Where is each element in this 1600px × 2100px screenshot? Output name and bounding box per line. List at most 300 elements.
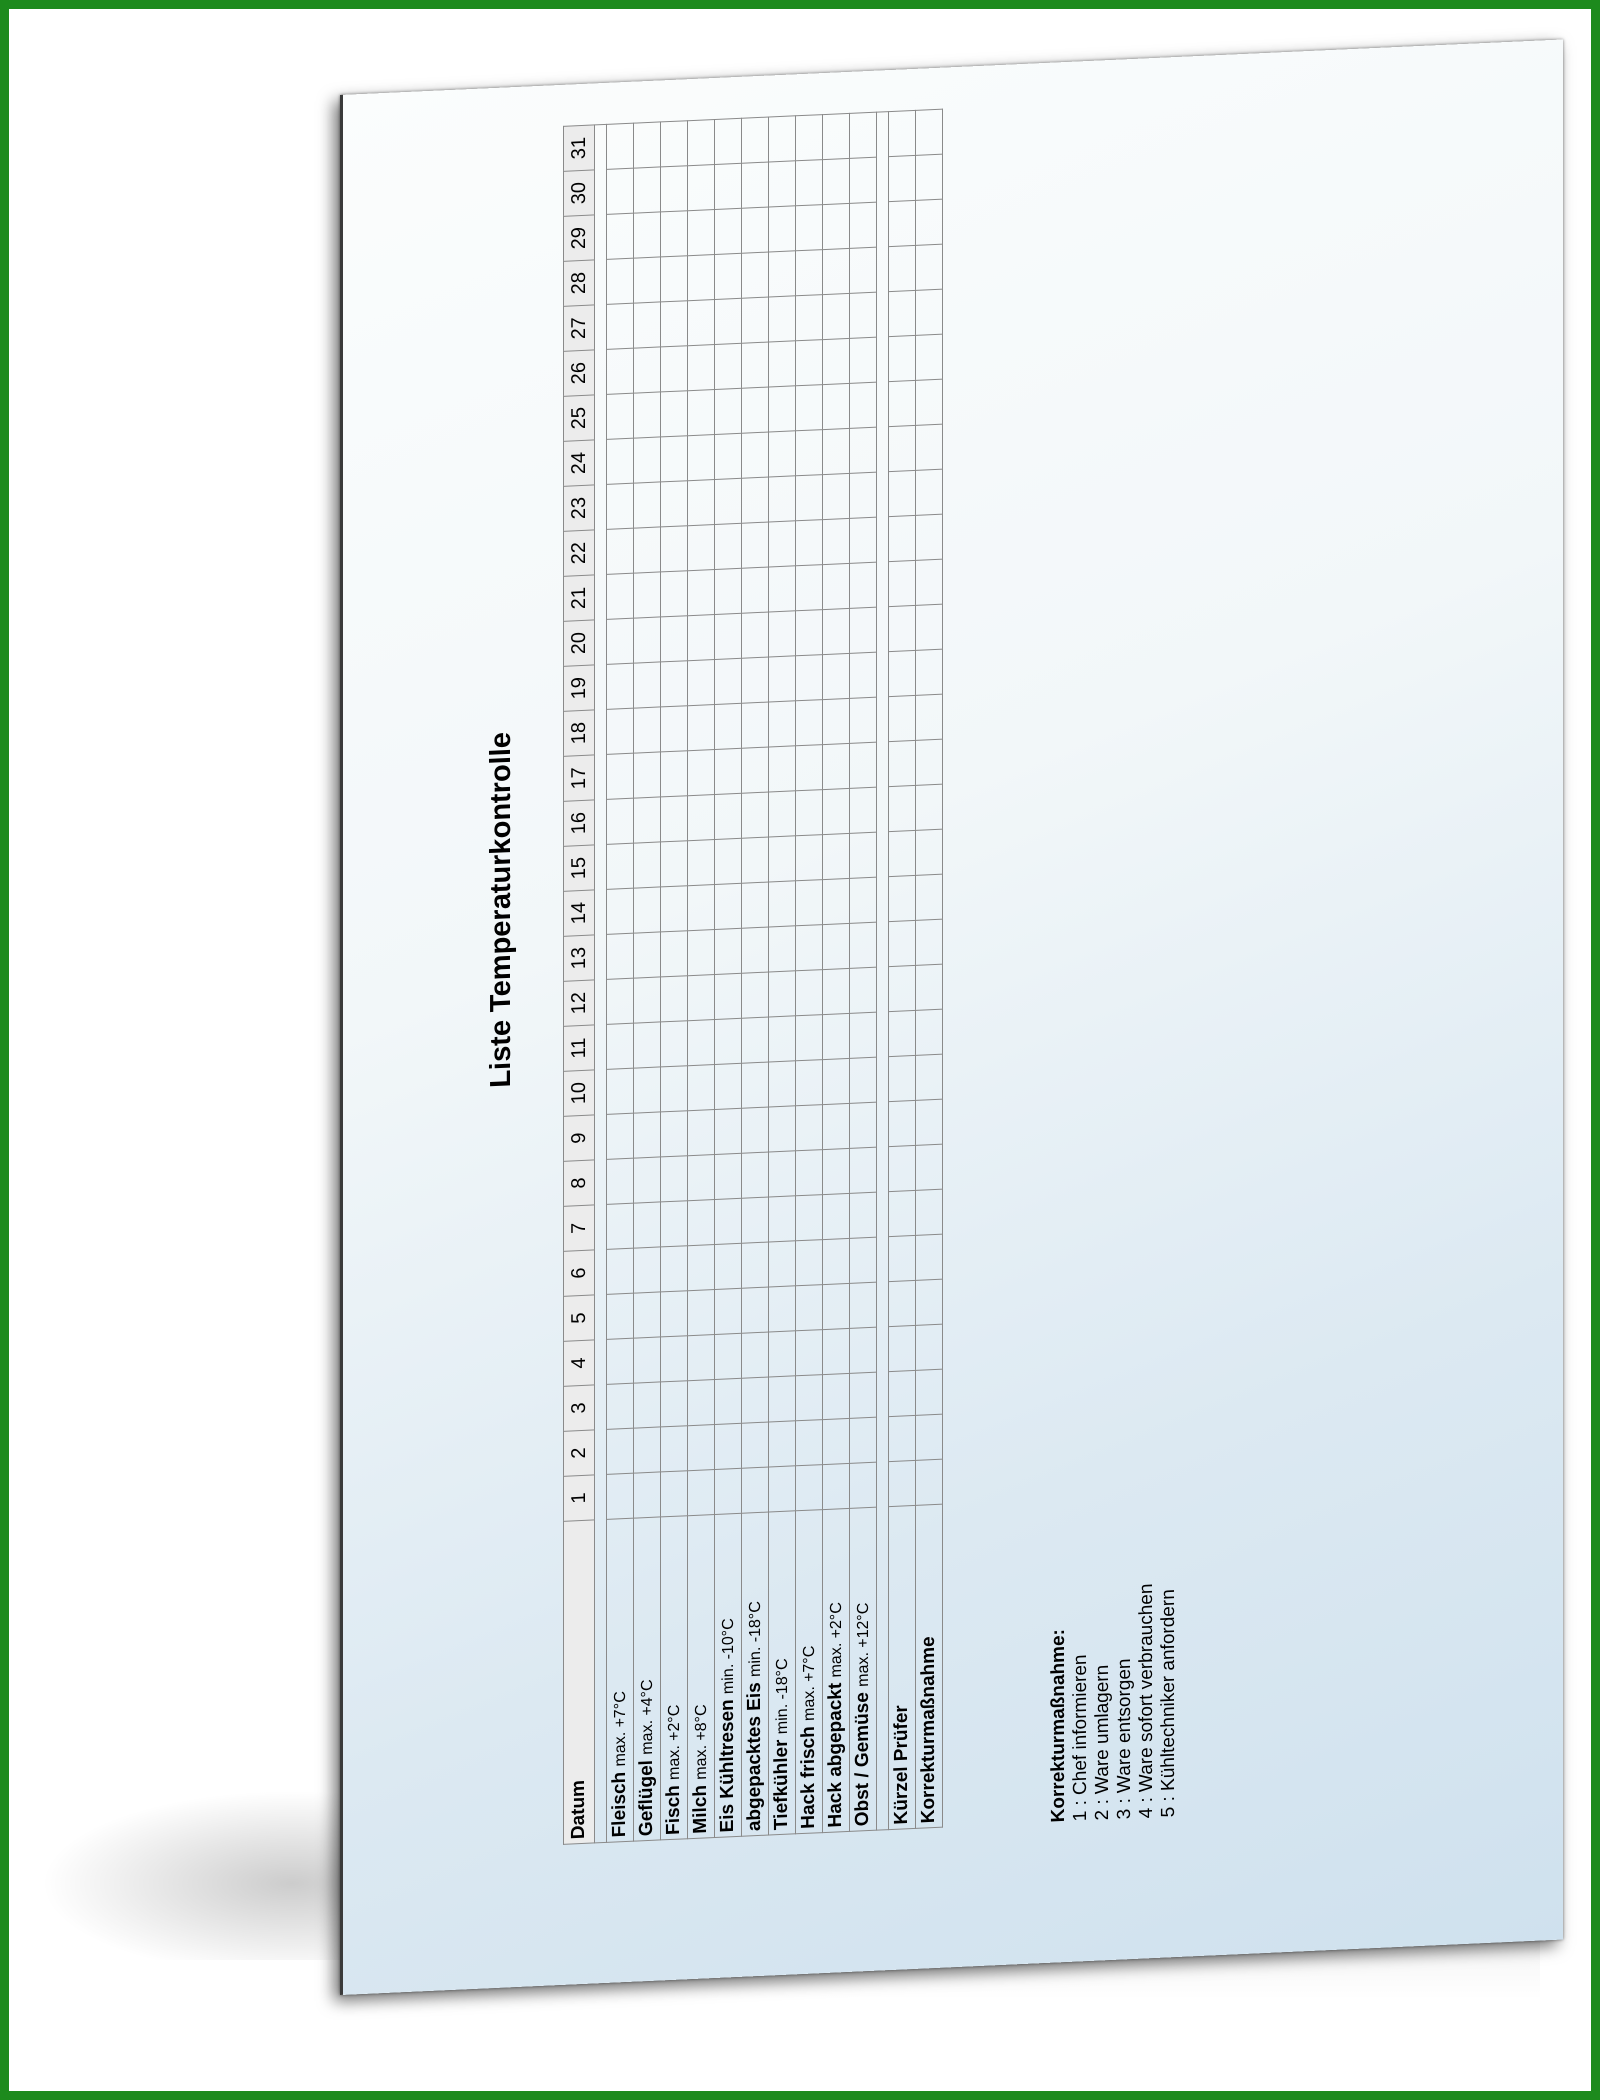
entry-cell[interactable] xyxy=(916,1369,943,1415)
entry-cell[interactable] xyxy=(715,1378,742,1424)
entry-cell[interactable] xyxy=(796,205,823,251)
entry-cell[interactable] xyxy=(607,528,634,574)
entry-cell[interactable] xyxy=(796,1285,823,1331)
entry-cell[interactable] xyxy=(607,1203,634,1249)
entry-cell[interactable] xyxy=(661,1201,688,1247)
entry-cell[interactable] xyxy=(688,704,715,750)
entry-cell[interactable] xyxy=(850,157,877,203)
entry-cell[interactable] xyxy=(661,931,688,977)
entry-cell[interactable] xyxy=(688,1334,715,1380)
entry-cell[interactable] xyxy=(715,658,742,704)
entry-cell[interactable] xyxy=(634,662,661,708)
entry-cell[interactable] xyxy=(688,1109,715,1155)
entry-cell[interactable] xyxy=(889,1235,916,1281)
entry-cell[interactable] xyxy=(661,1156,688,1202)
entry-cell[interactable] xyxy=(796,340,823,386)
entry-cell[interactable] xyxy=(634,1337,661,1383)
entry-cell[interactable] xyxy=(916,1054,943,1100)
entry-cell[interactable] xyxy=(823,968,850,1014)
entry-cell[interactable] xyxy=(769,1061,796,1107)
entry-cell[interactable] xyxy=(823,383,850,429)
entry-cell[interactable] xyxy=(823,1238,850,1284)
entry-cell[interactable] xyxy=(916,829,943,875)
entry-cell[interactable] xyxy=(715,838,742,884)
entry-cell[interactable] xyxy=(823,653,850,699)
entry-cell[interactable] xyxy=(715,163,742,209)
entry-cell[interactable] xyxy=(661,1336,688,1382)
entry-cell[interactable] xyxy=(715,1153,742,1199)
entry-cell[interactable] xyxy=(823,563,850,609)
entry-cell[interactable] xyxy=(634,707,661,753)
entry-cell[interactable] xyxy=(823,1463,850,1509)
entry-cell[interactable] xyxy=(850,697,877,743)
entry-cell[interactable] xyxy=(769,926,796,972)
entry-cell[interactable] xyxy=(715,1198,742,1244)
entry-cell[interactable] xyxy=(916,1099,943,1145)
entry-cell[interactable] xyxy=(796,1195,823,1241)
entry-cell[interactable] xyxy=(796,925,823,971)
entry-cell[interactable] xyxy=(850,1327,877,1373)
entry-cell[interactable] xyxy=(715,973,742,1019)
entry-cell[interactable] xyxy=(688,794,715,840)
entry-cell[interactable] xyxy=(634,437,661,483)
entry-cell[interactable] xyxy=(850,967,877,1013)
entry-cell[interactable] xyxy=(661,481,688,527)
entry-cell[interactable] xyxy=(634,932,661,978)
entry-cell[interactable] xyxy=(769,1286,796,1332)
entry-cell[interactable] xyxy=(634,302,661,348)
entry-cell[interactable] xyxy=(850,652,877,698)
entry-cell[interactable] xyxy=(889,1055,916,1101)
entry-cell[interactable] xyxy=(607,978,634,1024)
entry-cell[interactable] xyxy=(850,832,877,878)
entry-cell[interactable] xyxy=(607,1248,634,1294)
entry-cell[interactable] xyxy=(823,833,850,879)
entry-cell[interactable] xyxy=(850,427,877,473)
entry-cell[interactable] xyxy=(916,154,943,200)
entry-cell[interactable] xyxy=(769,251,796,297)
entry-cell[interactable] xyxy=(715,613,742,659)
entry-cell[interactable] xyxy=(889,785,916,831)
entry-cell[interactable] xyxy=(742,1017,769,1063)
entry-cell[interactable] xyxy=(661,1471,688,1517)
entry-cell[interactable] xyxy=(688,614,715,660)
entry-cell[interactable] xyxy=(661,391,688,437)
entry-cell[interactable] xyxy=(769,656,796,702)
entry-cell[interactable] xyxy=(916,424,943,470)
entry-cell[interactable] xyxy=(823,1283,850,1329)
entry-cell[interactable] xyxy=(850,922,877,968)
entry-cell[interactable] xyxy=(607,798,634,844)
entry-cell[interactable] xyxy=(796,745,823,791)
entry-cell[interactable] xyxy=(796,1150,823,1196)
entry-cell[interactable] xyxy=(850,1057,877,1103)
entry-cell[interactable] xyxy=(769,1421,796,1467)
entry-cell[interactable] xyxy=(634,212,661,258)
entry-cell[interactable] xyxy=(742,1377,769,1423)
entry-cell[interactable] xyxy=(796,1330,823,1376)
entry-cell[interactable] xyxy=(916,514,943,560)
entry-cell[interactable] xyxy=(916,874,943,920)
entry-cell[interactable] xyxy=(715,478,742,524)
entry-cell[interactable] xyxy=(715,1108,742,1154)
entry-cell[interactable] xyxy=(742,747,769,793)
entry-cell[interactable] xyxy=(688,479,715,525)
entry-cell[interactable] xyxy=(634,122,661,168)
entry-cell[interactable] xyxy=(742,1242,769,1288)
entry-cell[interactable] xyxy=(769,206,796,252)
entry-cell[interactable] xyxy=(607,1293,634,1339)
entry-cell[interactable] xyxy=(661,1021,688,1067)
entry-cell[interactable] xyxy=(607,213,634,259)
entry-cell[interactable] xyxy=(607,573,634,619)
entry-cell[interactable] xyxy=(769,1376,796,1422)
entry-cell[interactable] xyxy=(916,694,943,740)
entry-cell[interactable] xyxy=(769,1331,796,1377)
entry-cell[interactable] xyxy=(607,1473,634,1519)
entry-cell[interactable] xyxy=(889,1370,916,1416)
entry-cell[interactable] xyxy=(916,469,943,515)
entry-cell[interactable] xyxy=(688,974,715,1020)
entry-cell[interactable] xyxy=(796,115,823,161)
entry-cell[interactable] xyxy=(742,477,769,523)
entry-cell[interactable] xyxy=(634,977,661,1023)
entry-cell[interactable] xyxy=(607,1158,634,1204)
entry-cell[interactable] xyxy=(796,1240,823,1286)
entry-cell[interactable] xyxy=(688,1154,715,1200)
entry-cell[interactable] xyxy=(889,1100,916,1146)
entry-cell[interactable] xyxy=(661,1426,688,1472)
entry-cell[interactable] xyxy=(661,706,688,752)
entry-cell[interactable] xyxy=(607,933,634,979)
entry-cell[interactable] xyxy=(742,117,769,163)
entry-cell[interactable] xyxy=(661,886,688,932)
entry-cell[interactable] xyxy=(688,749,715,795)
entry-cell[interactable] xyxy=(823,203,850,249)
entry-cell[interactable] xyxy=(715,298,742,344)
entry-cell[interactable] xyxy=(889,200,916,246)
entry-cell[interactable] xyxy=(823,1148,850,1194)
entry-cell[interactable] xyxy=(850,1102,877,1148)
entry-cell[interactable] xyxy=(823,158,850,204)
entry-cell[interactable] xyxy=(634,1247,661,1293)
entry-cell[interactable] xyxy=(634,1067,661,1113)
entry-cell[interactable] xyxy=(607,663,634,709)
entry-cell[interactable] xyxy=(688,524,715,570)
entry-cell[interactable] xyxy=(661,1111,688,1157)
entry-cell[interactable] xyxy=(916,1234,943,1280)
entry-cell[interactable] xyxy=(823,518,850,564)
entry-cell[interactable] xyxy=(715,208,742,254)
entry-cell[interactable] xyxy=(916,964,943,1010)
entry-cell[interactable] xyxy=(850,112,877,158)
entry-cell[interactable] xyxy=(769,1016,796,1062)
entry-cell[interactable] xyxy=(661,256,688,302)
entry-cell[interactable] xyxy=(796,1420,823,1466)
entry-cell[interactable] xyxy=(688,569,715,615)
entry-cell[interactable] xyxy=(715,118,742,164)
entry-cell[interactable] xyxy=(769,521,796,567)
entry-cell[interactable] xyxy=(634,347,661,393)
entry-cell[interactable] xyxy=(850,292,877,338)
entry-cell[interactable] xyxy=(850,1282,877,1328)
entry-cell[interactable] xyxy=(769,701,796,747)
entry-cell[interactable] xyxy=(607,618,634,664)
entry-cell[interactable] xyxy=(715,568,742,614)
entry-cell[interactable] xyxy=(607,1383,634,1429)
entry-cell[interactable] xyxy=(634,752,661,798)
entry-cell[interactable] xyxy=(688,344,715,390)
entry-cell[interactable] xyxy=(769,881,796,927)
entry-cell[interactable] xyxy=(688,299,715,345)
entry-cell[interactable] xyxy=(688,209,715,255)
entry-cell[interactable] xyxy=(796,475,823,521)
entry-cell[interactable] xyxy=(742,432,769,478)
entry-cell[interactable] xyxy=(742,792,769,838)
entry-cell[interactable] xyxy=(607,168,634,214)
entry-cell[interactable] xyxy=(889,740,916,786)
entry-cell[interactable] xyxy=(769,1466,796,1512)
entry-cell[interactable] xyxy=(796,295,823,341)
entry-cell[interactable] xyxy=(661,976,688,1022)
entry-cell[interactable] xyxy=(634,572,661,618)
entry-cell[interactable] xyxy=(742,1062,769,1108)
entry-cell[interactable] xyxy=(796,880,823,926)
entry-cell[interactable] xyxy=(916,199,943,245)
entry-cell[interactable] xyxy=(916,1414,943,1460)
entry-cell[interactable] xyxy=(661,166,688,212)
entry-cell[interactable] xyxy=(769,566,796,612)
entry-cell[interactable] xyxy=(823,1373,850,1419)
entry-cell[interactable] xyxy=(796,835,823,881)
entry-cell[interactable] xyxy=(796,430,823,476)
entry-cell[interactable] xyxy=(769,116,796,162)
entry-cell[interactable] xyxy=(823,1103,850,1149)
entry-cell[interactable] xyxy=(796,655,823,701)
entry-cell[interactable] xyxy=(889,650,916,696)
entry-cell[interactable] xyxy=(607,1023,634,1069)
entry-cell[interactable] xyxy=(688,1064,715,1110)
entry-cell[interactable] xyxy=(850,1372,877,1418)
entry-cell[interactable] xyxy=(607,303,634,349)
entry-cell[interactable] xyxy=(715,523,742,569)
entry-cell[interactable] xyxy=(769,386,796,432)
entry-cell[interactable] xyxy=(850,382,877,428)
entry-cell[interactable] xyxy=(916,559,943,605)
entry-cell[interactable] xyxy=(607,438,634,484)
entry-cell[interactable] xyxy=(634,482,661,528)
entry-cell[interactable] xyxy=(634,617,661,663)
entry-cell[interactable] xyxy=(889,245,916,291)
entry-cell[interactable] xyxy=(607,753,634,799)
entry-cell[interactable] xyxy=(796,520,823,566)
entry-cell[interactable] xyxy=(661,526,688,572)
entry-cell[interactable] xyxy=(634,392,661,438)
entry-cell[interactable] xyxy=(823,1328,850,1374)
entry-cell[interactable] xyxy=(688,1289,715,1335)
entry-cell[interactable] xyxy=(823,1193,850,1239)
entry-cell[interactable] xyxy=(823,608,850,654)
entry-cell[interactable] xyxy=(889,560,916,606)
entry-cell[interactable] xyxy=(742,702,769,748)
entry-cell[interactable] xyxy=(715,1333,742,1379)
entry-cell[interactable] xyxy=(634,1022,661,1068)
entry-cell[interactable] xyxy=(661,121,688,167)
entry-cell[interactable] xyxy=(889,695,916,741)
entry-cell[interactable] xyxy=(823,428,850,474)
entry-cell[interactable] xyxy=(889,380,916,426)
entry-cell[interactable] xyxy=(889,875,916,921)
entry-cell[interactable] xyxy=(889,425,916,471)
entry-cell[interactable] xyxy=(742,1197,769,1243)
entry-cell[interactable] xyxy=(916,1144,943,1190)
entry-cell[interactable] xyxy=(850,202,877,248)
entry-cell[interactable] xyxy=(916,334,943,380)
entry-cell[interactable] xyxy=(688,929,715,975)
entry-cell[interactable] xyxy=(742,1467,769,1513)
entry-cell[interactable] xyxy=(916,244,943,290)
entry-cell[interactable] xyxy=(607,1113,634,1159)
entry-cell[interactable] xyxy=(796,385,823,431)
entry-cell[interactable] xyxy=(634,1202,661,1248)
entry-cell[interactable] xyxy=(823,113,850,159)
entry-cell[interactable] xyxy=(742,1422,769,1468)
entry-cell[interactable] xyxy=(607,1428,634,1474)
entry-cell[interactable] xyxy=(715,1423,742,1469)
entry-cell[interactable] xyxy=(796,250,823,296)
entry-cell[interactable] xyxy=(661,211,688,257)
entry-cell[interactable] xyxy=(742,387,769,433)
entry-cell[interactable] xyxy=(796,1375,823,1421)
entry-cell[interactable] xyxy=(715,703,742,749)
entry-cell[interactable] xyxy=(634,1427,661,1473)
entry-cell[interactable] xyxy=(823,788,850,834)
entry-cell[interactable] xyxy=(742,1107,769,1153)
entry-cell[interactable] xyxy=(769,611,796,657)
entry-cell[interactable] xyxy=(916,919,943,965)
entry-cell[interactable] xyxy=(634,1472,661,1518)
entry-cell[interactable] xyxy=(850,247,877,293)
entry-cell[interactable] xyxy=(742,1152,769,1198)
entry-cell[interactable] xyxy=(715,748,742,794)
entry-cell[interactable] xyxy=(823,293,850,339)
entry-cell[interactable] xyxy=(742,252,769,298)
entry-cell[interactable] xyxy=(715,1063,742,1109)
entry-cell[interactable] xyxy=(850,1417,877,1463)
entry-cell[interactable] xyxy=(850,877,877,923)
entry-cell[interactable] xyxy=(688,389,715,435)
entry-cell[interactable] xyxy=(889,1280,916,1326)
entry-cell[interactable] xyxy=(823,1058,850,1104)
entry-cell[interactable] xyxy=(823,878,850,924)
entry-cell[interactable] xyxy=(889,605,916,651)
entry-cell[interactable] xyxy=(850,1012,877,1058)
entry-cell[interactable] xyxy=(688,1199,715,1245)
entry-cell[interactable] xyxy=(688,884,715,930)
entry-cell[interactable] xyxy=(742,522,769,568)
entry-cell[interactable] xyxy=(769,791,796,837)
entry-cell[interactable] xyxy=(850,472,877,518)
entry-cell[interactable] xyxy=(823,923,850,969)
entry-cell[interactable] xyxy=(688,1244,715,1290)
entry-cell[interactable] xyxy=(769,161,796,207)
entry-cell[interactable] xyxy=(742,972,769,1018)
entry-cell[interactable] xyxy=(661,796,688,842)
entry-cell[interactable] xyxy=(769,296,796,342)
entry-cell[interactable] xyxy=(688,1424,715,1470)
entry-cell[interactable] xyxy=(715,433,742,479)
entry-cell[interactable] xyxy=(889,515,916,561)
entry-cell[interactable] xyxy=(823,698,850,744)
entry-cell[interactable] xyxy=(889,1415,916,1461)
entry-cell[interactable] xyxy=(742,882,769,928)
entry-cell[interactable] xyxy=(850,1462,877,1508)
entry-cell[interactable] xyxy=(889,110,916,156)
entry-cell[interactable] xyxy=(688,434,715,480)
entry-cell[interactable] xyxy=(823,1418,850,1464)
entry-cell[interactable] xyxy=(889,335,916,381)
entry-cell[interactable] xyxy=(769,1241,796,1287)
entry-cell[interactable] xyxy=(661,616,688,662)
entry-cell[interactable] xyxy=(607,708,634,754)
entry-cell[interactable] xyxy=(742,657,769,703)
entry-cell[interactable] xyxy=(634,887,661,933)
entry-cell[interactable] xyxy=(916,1189,943,1235)
entry-cell[interactable] xyxy=(889,1460,916,1506)
entry-cell[interactable] xyxy=(796,1060,823,1106)
entry-cell[interactable] xyxy=(607,393,634,439)
entry-cell[interactable] xyxy=(916,649,943,695)
entry-cell[interactable] xyxy=(607,483,634,529)
entry-cell[interactable] xyxy=(715,1243,742,1289)
entry-cell[interactable] xyxy=(796,700,823,746)
entry-cell[interactable] xyxy=(889,830,916,876)
entry-cell[interactable] xyxy=(823,743,850,789)
entry-cell[interactable] xyxy=(742,162,769,208)
entry-cell[interactable] xyxy=(607,348,634,394)
entry-cell[interactable] xyxy=(715,1468,742,1514)
entry-cell[interactable] xyxy=(715,1288,742,1334)
entry-cell[interactable] xyxy=(742,612,769,658)
entry-cell[interactable] xyxy=(769,341,796,387)
entry-cell[interactable] xyxy=(796,610,823,656)
entry-cell[interactable] xyxy=(916,604,943,650)
entry-cell[interactable] xyxy=(769,1151,796,1197)
entry-cell[interactable] xyxy=(661,301,688,347)
entry-cell[interactable] xyxy=(889,1145,916,1191)
entry-cell[interactable] xyxy=(850,1147,877,1193)
entry-cell[interactable] xyxy=(688,164,715,210)
entry-cell[interactable] xyxy=(850,787,877,833)
entry-cell[interactable] xyxy=(796,565,823,611)
entry-cell[interactable] xyxy=(916,1009,943,1055)
entry-cell[interactable] xyxy=(688,659,715,705)
entry-cell[interactable] xyxy=(850,562,877,608)
entry-cell[interactable] xyxy=(850,742,877,788)
entry-cell[interactable] xyxy=(796,1105,823,1151)
entry-cell[interactable] xyxy=(634,1382,661,1428)
entry-cell[interactable] xyxy=(688,839,715,885)
entry-cell[interactable] xyxy=(661,1381,688,1427)
entry-cell[interactable] xyxy=(742,342,769,388)
entry-cell[interactable] xyxy=(607,123,634,169)
entry-cell[interactable] xyxy=(916,289,943,335)
entry-cell[interactable] xyxy=(688,1469,715,1515)
entry-cell[interactable] xyxy=(607,1068,634,1114)
entry-cell[interactable] xyxy=(634,1157,661,1203)
entry-cell[interactable] xyxy=(823,1013,850,1059)
entry-cell[interactable] xyxy=(889,290,916,336)
